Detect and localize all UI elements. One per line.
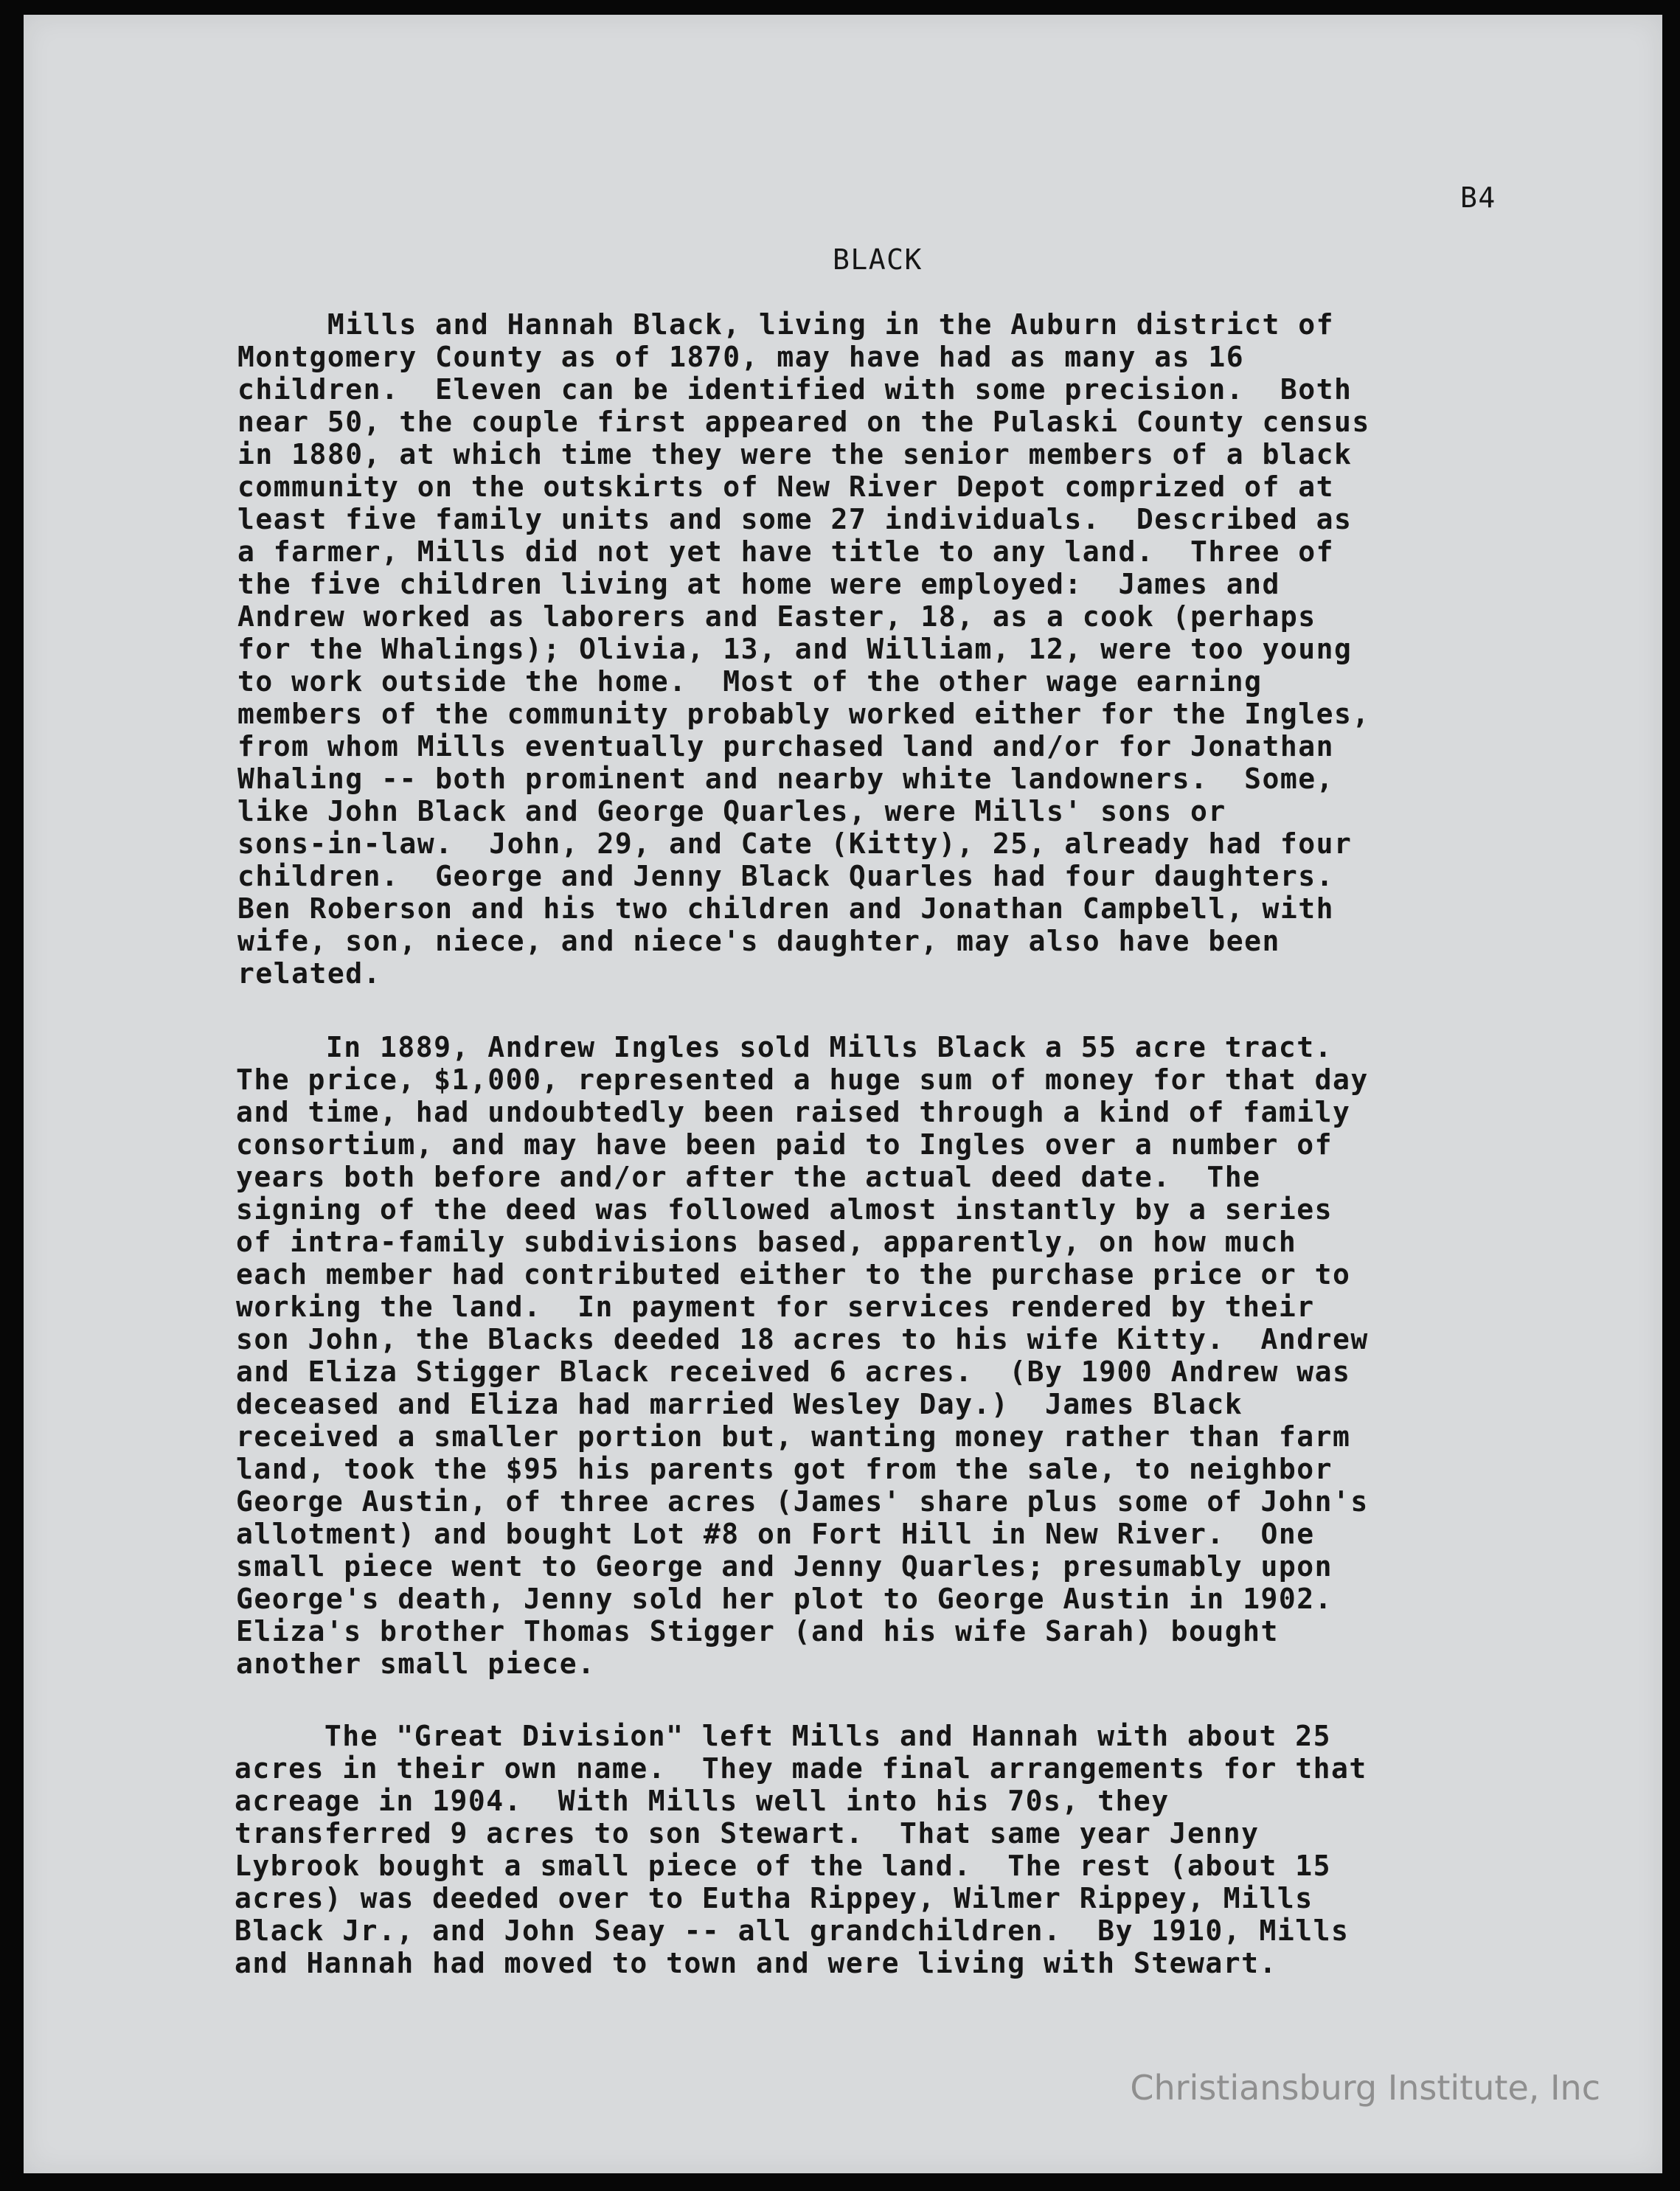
text-line: wife, son, niece, and niece's daughter, may also have been [237, 925, 1280, 957]
text-line: consortium, and may have been paid to Ingles over a number of [236, 1128, 1333, 1161]
text-line: The price, $1,000, represented a huge sum of money for that day [236, 1063, 1369, 1096]
document-page [24, 15, 1662, 2173]
text-line: Black Jr., and John Seay -- all grandchildren. By 1910, Mills [235, 1914, 1350, 1947]
paragraph [235, 1720, 1367, 1979]
text-line: for the Whalings); Olivia, 13, and William, 12, were too young [237, 633, 1353, 665]
text-line: received a smaller portion but, wanting money rather than farm [236, 1420, 1351, 1453]
text-line: children. George and Jenny Black Quarles had four daughters. [237, 860, 1335, 892]
text-line: and Hannah had moved to town and were living with Stewart. [235, 1947, 1277, 1979]
text-line: The "Great Division" left Mills and Hannah with about 25 [235, 1720, 1332, 1752]
text-line: acres) was deeded over to Eutha Rippey, Wilmer Rippey, Mills [235, 1882, 1313, 1914]
text-line: the five children living at home were employed: James and [237, 568, 1280, 600]
text-line: small piece went to George and Jenny Quarles; presumably upon [236, 1550, 1333, 1583]
text-line: allotment) and bought Lot #8 on Fort Hill in New River. One [236, 1518, 1315, 1550]
text-line: Whaling -- both prominent and nearby white landowners. Some, [237, 763, 1335, 795]
paragraph [237, 308, 1370, 990]
text-line: George's death, Jenny sold her plot to George Austin in 1902. [236, 1583, 1333, 1615]
text-line: least five family units and some 27 individuals. Described as [237, 503, 1353, 535]
paragraph [236, 1031, 1369, 1680]
text-line: deceased and Eliza had married Wesley Day.) James Black [236, 1388, 1243, 1420]
text-line: sons-in-law. John, 29, and Cate (Kitty), 25, already had four [237, 827, 1353, 860]
text-line: of intra-family subdivisions based, apparently, on how much [236, 1226, 1297, 1258]
text-line: a farmer, Mills did not yet have title to any land. Three of [237, 535, 1335, 568]
text-line: working the land. In payment for services rendered by their [236, 1291, 1315, 1323]
text-line: near 50, the couple first appeared on the Pulaski County census [237, 406, 1370, 438]
text-line: to work outside the home. Most of the other wage earning [237, 665, 1263, 698]
text-line: in 1880, at which time they were the senior members of a black [237, 438, 1353, 471]
text-line: Eliza's brother Thomas Stigger (and his wife Sarah) bought [236, 1615, 1279, 1647]
text-line: son John, the Blacks deeded 18 acres to his wife Kitty. Andrew [236, 1323, 1369, 1355]
text-line: related. [237, 957, 382, 990]
text-line: years both before and/or after the actual deed date. The [236, 1161, 1261, 1193]
text-line: transferred 9 acres to son Stewart. That same year Jenny [235, 1817, 1260, 1850]
watermark: Christiansburg Institute, Inc [1130, 2068, 1600, 2108]
text-line: Montgomery County as of 1870, may have had as many as 16 [237, 341, 1245, 373]
document-title: BLACK [833, 243, 923, 276]
page-number: B4 [1460, 181, 1496, 214]
text-line: children. Eleven can be identified with some precision. Both [237, 373, 1353, 406]
text-line: from whom Mills eventually purchased land and/or for Jonathan [237, 730, 1335, 763]
text-line: another small piece. [236, 1647, 596, 1680]
text-line: signing of the deed was followed almost instantly by a series [236, 1193, 1333, 1226]
text-line: Lybrook bought a small piece of the land. The rest (about 15 [235, 1850, 1332, 1882]
text-line: and Eliza Stigger Black received 6 acres. (By 1900 Andrew was [236, 1355, 1351, 1388]
text-line: acreage in 1904. With Mills well into his 70s, they [235, 1785, 1170, 1817]
text-line: each member had contributed either to the purchase price or to [236, 1258, 1351, 1291]
text-line: Ben Roberson and his two children and Jonathan Campbell, with [237, 892, 1335, 925]
text-line: like John Black and George Quarles, were Mills' sons or [237, 795, 1226, 827]
text-line: members of the community probably worked either for the Ingles, [237, 698, 1370, 730]
text-line: George Austin, of three acres (James' share plus some of John's [236, 1485, 1369, 1518]
text-line: Mills and Hannah Black, living in the Auburn district of [237, 308, 1335, 341]
text-line: community on the outskirts of New River Depot comprized of at [237, 471, 1335, 503]
text-line: and time, had undoubtedly been raised through a kind of family [236, 1096, 1351, 1128]
text-line: In 1889, Andrew Ingles sold Mills Black a 55 acre tract. [236, 1031, 1333, 1063]
text-line: acres in their own name. They made final arrangements for that [235, 1752, 1367, 1785]
text-line: land, took the $95 his parents got from the sale, to neighbor [236, 1453, 1333, 1485]
text-line: Andrew worked as laborers and Easter, 18, as a cook (perhaps [237, 600, 1316, 633]
